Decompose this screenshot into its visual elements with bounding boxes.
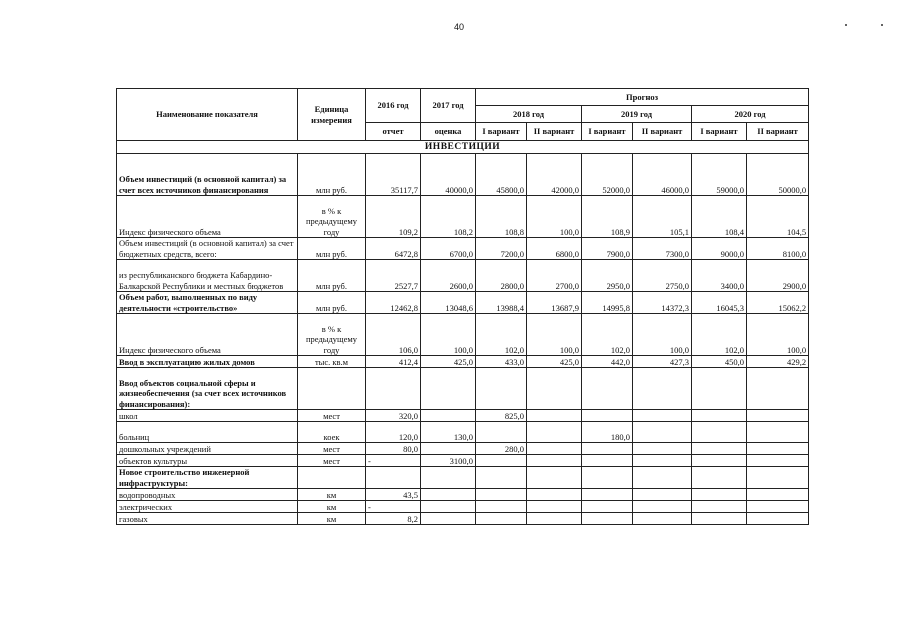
value-cell: 2750,0 (633, 260, 692, 292)
value-cell (747, 513, 809, 525)
value-cell: - (366, 455, 421, 467)
value-cell: 109,2 (366, 196, 421, 238)
value-cell (747, 368, 809, 410)
value-cell: 2950,0 (582, 260, 633, 292)
value-cell: 130,0 (421, 422, 476, 443)
value-cell: 442,0 (582, 356, 633, 368)
indicator-name: Ввод объектов социальной сферы и жизнеобеспечения (за счет всех источников финансирования): (117, 368, 298, 410)
value-cell: 120,0 (366, 422, 421, 443)
value-cell (633, 410, 692, 422)
value-cell (633, 368, 692, 410)
scan-speck (845, 24, 847, 26)
table-row (117, 292, 809, 314)
value-cell (527, 489, 582, 501)
value-cell: 450,0 (692, 356, 747, 368)
value-cell: 12462,8 (366, 292, 421, 314)
value-cell (527, 443, 582, 455)
value-cell: 102,0 (476, 314, 527, 356)
value-cell (421, 513, 476, 525)
value-cell: 35117,7 (366, 154, 421, 196)
indicator-unit (298, 368, 366, 410)
indicator-name: газовых (117, 513, 298, 525)
value-cell (582, 513, 633, 525)
value-cell: 108,8 (476, 196, 527, 238)
indicator-unit: млн руб. (298, 238, 366, 260)
value-cell: 433,0 (476, 356, 527, 368)
value-cell (476, 368, 527, 410)
value-cell: 100,0 (421, 314, 476, 356)
value-cell (747, 489, 809, 501)
value-cell (476, 467, 527, 489)
value-cell: 425,0 (527, 356, 582, 368)
table-row (117, 260, 809, 292)
value-cell (366, 368, 421, 410)
value-cell: 14372,3 (633, 292, 692, 314)
indicator-name: дошкольных учреждений (117, 443, 298, 455)
value-cell: 100,0 (527, 196, 582, 238)
value-cell: 2700,0 (527, 260, 582, 292)
value-cell: 429,2 (747, 356, 809, 368)
value-cell (476, 513, 527, 525)
value-cell: 180,0 (582, 422, 633, 443)
value-cell (527, 501, 582, 513)
value-cell (476, 422, 527, 443)
value-cell (747, 422, 809, 443)
indicator-name: больниц (117, 422, 298, 443)
value-cell (582, 455, 633, 467)
value-cell: 80,0 (366, 443, 421, 455)
value-cell (747, 501, 809, 513)
value-cell (527, 467, 582, 489)
value-cell: 13988,4 (476, 292, 527, 314)
value-cell (527, 513, 582, 525)
header-year-2017: 2017 год (421, 89, 476, 123)
section-title: ИНВЕСТИЦИИ (117, 141, 809, 154)
value-cell (582, 501, 633, 513)
value-cell (692, 467, 747, 489)
value-cell: 102,0 (582, 314, 633, 356)
value-cell: 280,0 (476, 443, 527, 455)
value-cell: - (366, 501, 421, 513)
indicator-name: Объем работ, выполненных по виду деятельности «строительство» (117, 292, 298, 314)
indicator-name: Ввод в эксплуатацию жилых домов (117, 356, 298, 368)
table-row (117, 489, 809, 501)
value-cell: 106,0 (366, 314, 421, 356)
value-cell: 2600,0 (421, 260, 476, 292)
value-cell (527, 455, 582, 467)
value-cell (527, 422, 582, 443)
value-cell: 13048,6 (421, 292, 476, 314)
header-variant-1: I вариант (582, 123, 633, 141)
value-cell (692, 410, 747, 422)
value-cell (747, 467, 809, 489)
indicator-name: электрических (117, 501, 298, 513)
value-cell (692, 422, 747, 443)
value-cell (747, 443, 809, 455)
value-cell: 13687,9 (527, 292, 582, 314)
value-cell (692, 489, 747, 501)
table-row (117, 314, 809, 356)
value-cell: 9000,0 (692, 238, 747, 260)
value-cell: 50000,0 (747, 154, 809, 196)
header-variant-2: II вариант (747, 123, 809, 141)
value-cell: 108,2 (421, 196, 476, 238)
indicator-unit: тыс. кв.м (298, 356, 366, 368)
value-cell: 3100,0 (421, 455, 476, 467)
value-cell: 15062,2 (747, 292, 809, 314)
value-cell (633, 422, 692, 443)
value-cell (421, 501, 476, 513)
indicator-unit (298, 467, 366, 489)
table-row (117, 356, 809, 368)
value-cell: 108,9 (582, 196, 633, 238)
indicator-name: Объем инвестиций (в основной капитал) за счет бюджетных средств, всего: (117, 238, 298, 260)
table-row (117, 467, 809, 489)
value-cell (582, 467, 633, 489)
value-cell: 2800,0 (476, 260, 527, 292)
value-cell: 59000,0 (692, 154, 747, 196)
indicator-unit: км (298, 489, 366, 501)
value-cell: 412,4 (366, 356, 421, 368)
value-cell (476, 489, 527, 501)
header-year-2019: 2019 год (582, 106, 692, 123)
value-cell: 7300,0 (633, 238, 692, 260)
indicator-unit: в % к предыдущему году (298, 196, 366, 238)
indicator-name: Индекс физического объема (117, 314, 298, 356)
header-year-2020: 2020 год (692, 106, 809, 123)
scan-speck (881, 24, 883, 26)
value-cell (366, 467, 421, 489)
indicator-unit: коек (298, 422, 366, 443)
value-cell (692, 513, 747, 525)
table-row (117, 196, 809, 238)
value-cell (633, 513, 692, 525)
value-cell (633, 443, 692, 455)
indicator-unit: млн руб. (298, 154, 366, 196)
table-row (117, 238, 809, 260)
indicator-unit: мест (298, 455, 366, 467)
table-row (117, 410, 809, 422)
value-cell: 42000,0 (527, 154, 582, 196)
value-cell: 40000,0 (421, 154, 476, 196)
table-row (117, 422, 809, 443)
indicator-unit: км (298, 513, 366, 525)
table-row (117, 443, 809, 455)
header-estimate: оценка (421, 123, 476, 141)
value-cell: 108,4 (692, 196, 747, 238)
value-cell: 102,0 (692, 314, 747, 356)
value-cell: 427,3 (633, 356, 692, 368)
indicator-name: из республиканского бюджета Кабардино-Балкарской Республики и местных бюджетов (117, 260, 298, 292)
value-cell: 100,0 (527, 314, 582, 356)
value-cell: 7900,0 (582, 238, 633, 260)
value-cell: 105,1 (633, 196, 692, 238)
value-cell (633, 455, 692, 467)
value-cell: 100,0 (747, 314, 809, 356)
value-cell: 100,0 (633, 314, 692, 356)
value-cell (692, 501, 747, 513)
header-variant-1: I вариант (476, 123, 527, 141)
value-cell (582, 410, 633, 422)
value-cell: 8,2 (366, 513, 421, 525)
value-cell: 16045,3 (692, 292, 747, 314)
indicator-unit: мест (298, 410, 366, 422)
value-cell: 8100,0 (747, 238, 809, 260)
indicator-unit: мест (298, 443, 366, 455)
value-cell (421, 467, 476, 489)
value-cell: 6800,0 (527, 238, 582, 260)
header-unit: Единица измерения (298, 89, 366, 141)
value-cell: 3400,0 (692, 260, 747, 292)
value-cell: 7200,0 (476, 238, 527, 260)
value-cell (747, 410, 809, 422)
header-variant-2: II вариант (633, 123, 692, 141)
value-cell: 425,0 (421, 356, 476, 368)
header-indicator-name: Наименование показателя (117, 89, 298, 141)
table-row (117, 513, 809, 525)
indicator-name: Индекс физического объема (117, 196, 298, 238)
value-cell (421, 443, 476, 455)
value-cell: 2527,7 (366, 260, 421, 292)
value-cell (421, 489, 476, 501)
indicator-unit: км (298, 501, 366, 513)
value-cell: 104,5 (747, 196, 809, 238)
table-row (117, 368, 809, 410)
value-cell: 46000,0 (633, 154, 692, 196)
header-variant-1: I вариант (692, 123, 747, 141)
table-row (117, 501, 809, 513)
value-cell (582, 443, 633, 455)
value-cell (527, 368, 582, 410)
value-cell (633, 489, 692, 501)
value-cell (747, 455, 809, 467)
indicator-unit: млн руб. (298, 292, 366, 314)
indicator-unit: млн руб. (298, 260, 366, 292)
value-cell: 320,0 (366, 410, 421, 422)
value-cell (633, 467, 692, 489)
header-forecast: Прогноз (476, 89, 809, 106)
value-cell: 52000,0 (582, 154, 633, 196)
header-year-2018: 2018 год (476, 106, 582, 123)
value-cell (692, 455, 747, 467)
value-cell: 6700,0 (421, 238, 476, 260)
value-cell (633, 501, 692, 513)
table-row (117, 154, 809, 196)
indicator-name: Объем инвестиций (в основной капитал) за счет всех источников финансирования (117, 154, 298, 196)
header-variant-2: II вариант (527, 123, 582, 141)
value-cell: 825,0 (476, 410, 527, 422)
value-cell: 45800,0 (476, 154, 527, 196)
indicator-unit: в % к предыдущему году (298, 314, 366, 356)
value-cell (692, 368, 747, 410)
value-cell: 2900,0 (747, 260, 809, 292)
header-year-2016: 2016 год (366, 89, 421, 123)
value-cell (421, 368, 476, 410)
value-cell: 14995,8 (582, 292, 633, 314)
indicator-name: объектов культуры (117, 455, 298, 467)
table-row (117, 455, 809, 467)
value-cell (476, 455, 527, 467)
indicator-name: Новое строительство инженерной инфраструктуры: (117, 467, 298, 489)
indicator-name: водопроводных (117, 489, 298, 501)
value-cell (582, 489, 633, 501)
value-cell (421, 410, 476, 422)
value-cell: 6472,8 (366, 238, 421, 260)
value-cell (692, 443, 747, 455)
investment-forecast-table (116, 88, 809, 525)
indicator-name: школ (117, 410, 298, 422)
value-cell: 43,5 (366, 489, 421, 501)
value-cell (527, 410, 582, 422)
header-report: отчет (366, 123, 421, 141)
value-cell (476, 501, 527, 513)
page-number: 40 (454, 22, 465, 32)
value-cell (582, 368, 633, 410)
